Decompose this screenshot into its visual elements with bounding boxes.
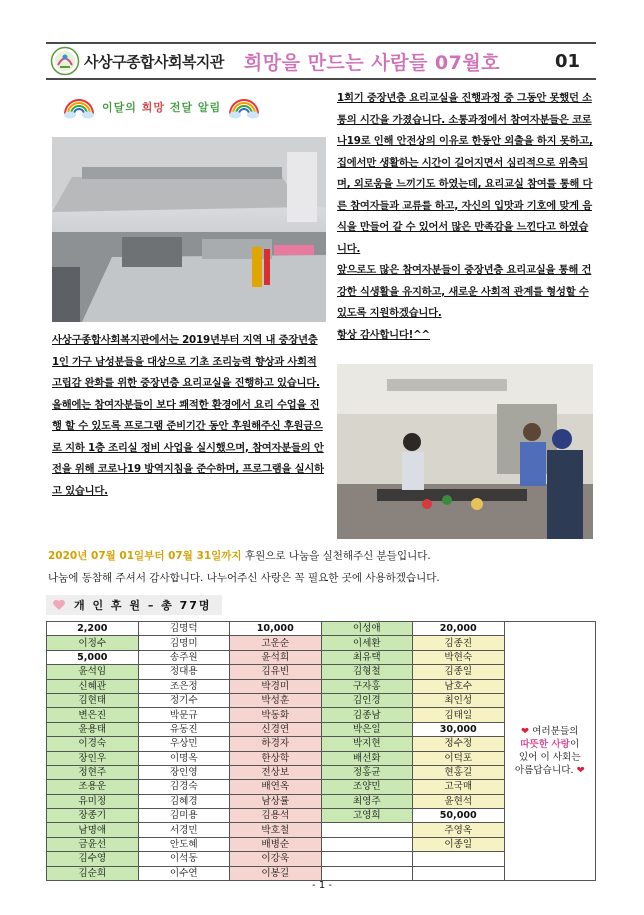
- heart-icon: ❤: [576, 765, 585, 777]
- donor-name-cell: 조은정: [138, 679, 229, 693]
- donor-name-cell: 이봉길: [229, 866, 321, 880]
- donor-name-cell: 안도혜: [138, 837, 229, 851]
- donor-name-cell: 전상보: [229, 765, 321, 779]
- table-row: [47, 622, 596, 636]
- donor-name-cell: 김용석: [229, 809, 321, 823]
- donation-period-text: 후원으로 나눔을 실천해주신 분들입니다.: [241, 550, 431, 562]
- donor-name-cell: 김태일: [412, 708, 504, 722]
- donor-name-cell: 주영옥: [412, 823, 504, 837]
- thanks-line: 나눔에 동참해 주셔서 감사합니다. 나누어주신 사랑은 꼭 필요한 곳에 사용하겠습니다.: [48, 572, 440, 584]
- donor-name-cell: 김종진: [412, 636, 504, 650]
- donor-name-cell: [321, 837, 412, 851]
- donor-name-cell: 고영희: [321, 809, 412, 823]
- page-footer: - 1 -: [312, 880, 332, 891]
- donor-name-cell: 김형철: [321, 665, 412, 679]
- donor-name-cell: 박동화: [229, 708, 321, 722]
- donor-name-cell: 박성훈: [229, 693, 321, 707]
- donor-name-cell: 이경숙: [47, 737, 139, 751]
- donor-name-cell: 변은진: [47, 708, 139, 722]
- donor-name-cell: 서경민: [138, 823, 229, 837]
- feedback-paragraph: [337, 88, 595, 346]
- donor-name-cell: 최영주: [321, 794, 412, 808]
- donor-name-cell: 현홍길: [412, 765, 504, 779]
- donor-name-cell: 장인영: [138, 765, 229, 779]
- donor-name-cell: 김유빈: [229, 665, 321, 679]
- cooking-class-photo: [337, 364, 593, 539]
- donor-name-cell: 배연옥: [229, 780, 321, 794]
- donor-name-cell: 구자홍: [321, 679, 412, 693]
- donor-name-cell: 금윤선: [47, 837, 139, 851]
- donor-name-cell: 조용운: [47, 780, 139, 794]
- donation-amount-cell: 20,000: [412, 622, 504, 636]
- donor-name-cell: 김종일: [412, 665, 504, 679]
- donor-name-cell: [412, 852, 504, 866]
- donor-name-cell: 이덕포: [412, 751, 504, 765]
- donor-name-cell: 장인우: [47, 751, 139, 765]
- donor-name-cell: 고국매: [412, 780, 504, 794]
- heart-icon: ❤: [521, 726, 530, 738]
- thanks-closing-text: 항상 감사합니다!^^: [337, 328, 430, 341]
- donor-name-cell: 남명애: [47, 823, 139, 837]
- donation-amount-cell: 50,000: [412, 809, 504, 823]
- donor-name-cell: 박은일: [321, 722, 412, 736]
- donor-name-cell: 조양민: [321, 780, 412, 794]
- donor-name-cell: 이강욱: [229, 852, 321, 866]
- donor-name-cell: 이수연: [138, 866, 229, 880]
- donor-name-cell: 남상률: [229, 794, 321, 808]
- donor-name-cell: 윤석희: [229, 650, 321, 664]
- donation-amount-cell: 2,200: [47, 622, 139, 636]
- donor-name-cell: 정홍균: [321, 765, 412, 779]
- donor-name-cell: 남호수: [412, 679, 504, 693]
- donor-name-cell: 윤현석: [412, 794, 504, 808]
- donor-name-cell: 김현태: [47, 693, 139, 707]
- donor-name-cell: 최인성: [412, 693, 504, 707]
- donor-name-cell: 김인경: [321, 693, 412, 707]
- donation-period: [48, 548, 431, 563]
- donor-name-cell: 김혜경: [138, 794, 229, 808]
- note-line-3: 있어 이 사회는: [518, 752, 581, 764]
- donor-name-cell: [412, 866, 504, 880]
- section-title-suffix: 전달 알림: [164, 101, 222, 114]
- donor-heading-text: 개 인 후 원 – 총 77명: [74, 599, 212, 612]
- donor-name-cell: 이종일: [412, 837, 504, 851]
- donor-name-cell: 배병순: [229, 837, 321, 851]
- kitchen-photo: [52, 137, 326, 322]
- rainbow-cloud-icon: [62, 94, 96, 120]
- donor-name-cell: [321, 866, 412, 880]
- donor-name-cell: 김명덕: [138, 622, 229, 636]
- donor-name-cell: 우상민: [138, 737, 229, 751]
- donor-name-cell: 박지현: [321, 737, 412, 751]
- donor-name-cell: 신혜관: [47, 679, 139, 693]
- donor-name-cell: 하경자: [229, 737, 321, 751]
- donor-name-cell: 윤석임: [47, 665, 139, 679]
- donation-amount-cell: 10,000: [229, 622, 321, 636]
- donor-heading: [46, 595, 222, 615]
- note-line-1: 여러분들의: [532, 726, 579, 738]
- donation-date-range: 2020년 07월 01일부터 07월 31일까지: [48, 550, 242, 562]
- donor-name-cell: 신경연: [229, 722, 321, 736]
- donor-name-cell: 정대용: [138, 665, 229, 679]
- note-line-4: 아름답습니다.: [514, 765, 574, 777]
- note-line-2-suffix: 이: [569, 739, 580, 751]
- donor-name-cell: 윤용태: [47, 722, 139, 736]
- donor-name-cell: 박호철: [229, 823, 321, 837]
- heart-icon: [52, 599, 66, 611]
- donor-name-cell: 이정수: [47, 636, 139, 650]
- donor-name-cell: 정수정: [412, 737, 504, 751]
- donor-table: [46, 621, 596, 881]
- section-title-highlight: 희망: [141, 101, 165, 114]
- intro-paragraph-text: 사상구종합사회복지관에서는 2019년부터 지역 내 중장년층 1인 가구 남성분들을 대상으로 기초 조리능력 향상과 사회적 고립감 완화를 위한 중장년층 요리교실을 진행하고 있습니다. 올해에는 참여자분들이 보다 쾌적한 환경에서 요리 수업을 진행 할 수 있도록 프로그램 준비기간 동안 후원해주신 후원금으로 지하 1층 조리실 정비 사업을 실시했으며, 참여자분들의 안전을 위해 코로나19 방역지침을 준수하며, 프로그램을 실시하고 있습니다.: [52, 334, 324, 497]
- thank-you-note: [504, 622, 595, 881]
- donor-name-cell: 김경숙: [138, 780, 229, 794]
- donor-name-cell: 김종남: [321, 708, 412, 722]
- donor-name-cell: 유미정: [47, 794, 139, 808]
- future-plan-text: 앞으로도 많은 참여자분들이 중장년층 요리교실을 통해 건강한 식생활을 유지하고, 새로운 사회적 관계를 형성할 수 있도록 지원하겠습니다.: [337, 264, 592, 319]
- donor-name-cell: 이명옥: [138, 751, 229, 765]
- donor-name-cell: 배선화: [321, 751, 412, 765]
- donor-name-cell: 김명미: [138, 636, 229, 650]
- donor-name-cell: 김순희: [47, 866, 139, 880]
- donor-name-cell: 송주원: [138, 650, 229, 664]
- donor-name-cell: [321, 823, 412, 837]
- feedback-paragraph-text: 1회기 중장년층 요리교실을 진행과정 중 그동안 못했던 소통의 시간을 가졌습니다. 소통과정에서 참여자분들은 코로나19로 인해 안전상의 이유로 한동안 외출을 하지 못하고, 집에서만 생활하는 시간이 길어지면서 심리적으로 위축되며, 외로움을 느끼기도 하였는데, 요리교실 참여를 통해 다른 참여자들과 교류를 하고, 자신의 입맛과 기호에 맞게 음식을 만들어 갈 수 있어서 많은 만족감을 느낀다고 하였습니다.: [337, 92, 593, 255]
- donor-name-cell: 정현주: [47, 765, 139, 779]
- welfare-center-logo: [50, 46, 80, 76]
- donor-name-cell: 김수영: [47, 852, 139, 866]
- donor-name-cell: 박현숙: [412, 650, 504, 664]
- org-name: 사상구종합사회복지관: [84, 52, 224, 71]
- donor-name-cell: 고운순: [229, 636, 321, 650]
- section-title-prefix: 이달의: [102, 101, 142, 114]
- donor-name-cell: 장종기: [47, 809, 139, 823]
- donor-name-cell: 박문규: [138, 708, 229, 722]
- newsletter-title: 희망을 만드는 사람들 07월호: [243, 51, 501, 74]
- section-heading: [62, 92, 274, 122]
- donor-name-cell: 이석동: [138, 852, 229, 866]
- donor-name-cell: [321, 852, 412, 866]
- note-line-2: 따뜻한 사랑: [520, 739, 570, 751]
- intro-paragraph: [52, 330, 326, 502]
- donor-name-cell: 이성애: [321, 622, 412, 636]
- donor-name-cell: 최유택: [321, 650, 412, 664]
- donor-name-cell: 이세환: [321, 636, 412, 650]
- donation-amount-cell: 5,000: [47, 650, 139, 664]
- section-title: [102, 99, 221, 115]
- donor-name-cell: 박경미: [229, 679, 321, 693]
- donor-name-cell: 유동진: [138, 722, 229, 736]
- rainbow-cloud-icon: [227, 94, 261, 120]
- donor-name-cell: 김미용: [138, 809, 229, 823]
- page-number: 01: [554, 50, 580, 72]
- newsletter-header: [46, 42, 596, 80]
- donation-amount-cell: 30,000: [412, 722, 504, 736]
- donor-name-cell: 정기수: [138, 693, 229, 707]
- donor-name-cell: 한상학: [229, 751, 321, 765]
